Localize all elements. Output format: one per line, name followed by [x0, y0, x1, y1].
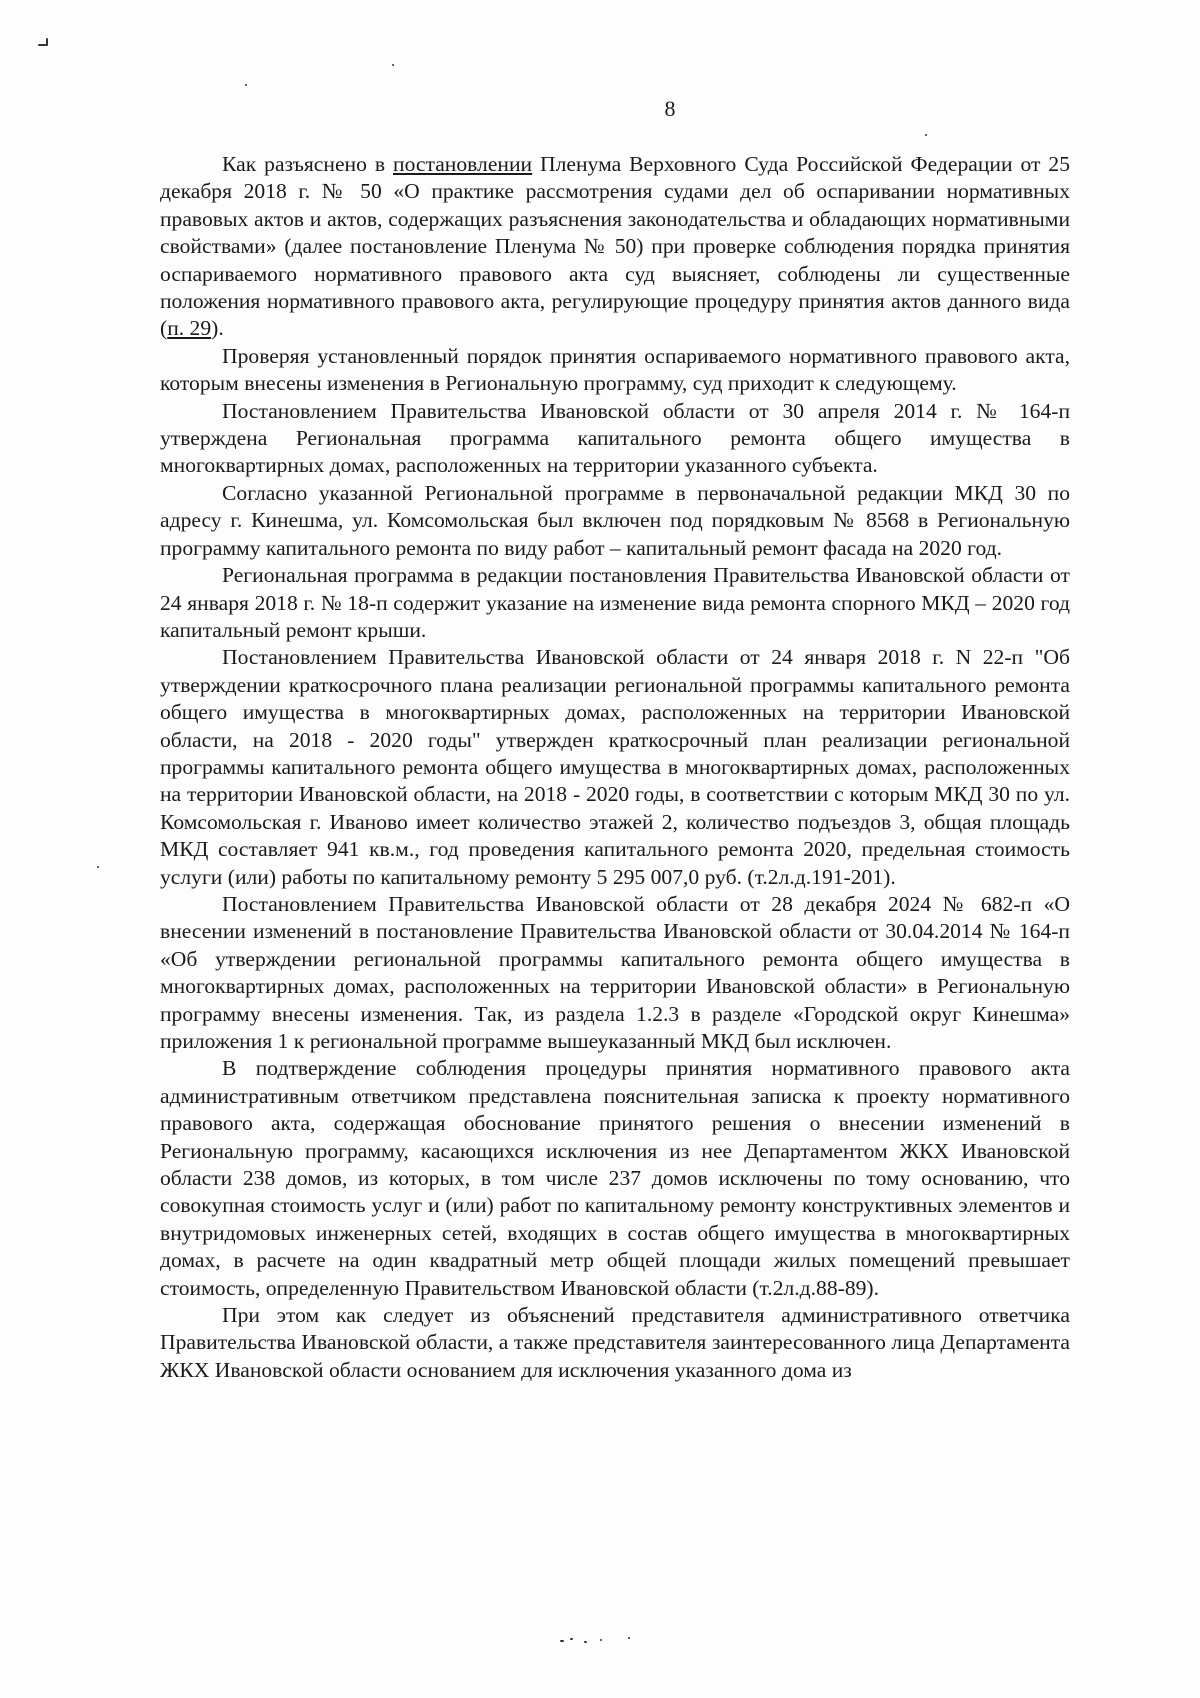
paragraph: Постановлением Правительства Ивановской области от 30 апреля 2014 г. № 164-п утверждена Региональная программа капитального ремонта общего имущества в многоквартирных домах, расположенных на территории указанного субъекта.: [160, 398, 1070, 478]
scan-artifact: [600, 1639, 602, 1641]
paragraph: В подтверждение соблюдения процедуры принятия нормативного правового акта административным ответчиком представлена пояснительная записка к проекту нормативного правового акта, содержащая обоснование принятого решения о внесении изменений в Региональную программу, касающихся исключения из нее Департаментом ЖКХ Ивановской области 238 домов, из которых, в том числе 237 домов исключены по тому основанию, что совокупная стоимость услуг и (или) работ по капитальному ремонту конструктивных элементов и внутридомовых инженерных сетей, входящих в состав общего имущества в многоквартирных домах, в расчете на один квадратный метр общей площади жилых помещений превышает стоимость, определенную Правительством Ивановской области (т.2л.д.88-89).: [160, 1056, 1070, 1300]
scan-artifact: [628, 1637, 630, 1639]
scan-artifact: [245, 84, 247, 86]
scan-artifact: [97, 866, 99, 868]
scan-artifact: [46, 38, 48, 46]
paragraph-text: Как разъяснено в: [222, 152, 394, 176]
scan-artifact: [570, 1638, 573, 1640]
reference-link[interactable]: постановлении: [393, 152, 533, 176]
paragraph: Согласно указанной Региональной программе в первоначальной редакции МКД 30 по адресу г. Кинешма, ул. Комсомольская был включен под порядковым № 8568 в Региональную программу капитального ремонта по виду работ – капитальный ремонт фасада на 2020 год.: [160, 480, 1070, 560]
paragraph-text: Пленума Верховного Суда Российской Федерации от 25 декабря 2018 г. № 50 «О практике рассмотрения судами дел об оспаривании нормативных правовых актов и актов, содержащих разъяснения законодательства и обладающих нормативными свойствами» (далее постановление Пленума № 50) при проверке соблюдения порядка принятия оспариваемого нормативного правового акта суд выясняет, соблюдены ли существенные положения нормативного правового акта, регулирующие процедуру принятия актов данного вида (: [160, 152, 1070, 341]
paragraph: Постановлением Правительства Ивановской области от 24 января 2018 г. N 22-п "Об утверждении краткосрочного плана реализации региональной программы капитального ремонта общего имущества в многоквартирных домах, расположенных на территории Ивановской области, на 2018 - 2020 годы" утвержден краткосрочный план реализации региональной программы капитального ремонта общего имущества в многоквартирных домах, расположенных на территории Ивановской области, на 2018 - 2020 годы, в соответствии с которым МКД 30 по ул. Комсомольская г. Иваново имеет количество этажей 2, количество подъездов 3, общая площадь МКД составляет 941 кв.м., год проведения капитального ремонта 2020, предельная стоимость услуги (или) работы по капитальному ремонту 5 295 007,0 руб. (т.2л.д.191-201).: [160, 645, 1070, 889]
reference-link[interactable]: п. 29: [167, 316, 212, 341]
document-body: [160, 151, 1070, 1384]
scan-artifact: [560, 1640, 564, 1642]
paragraph-text: ).: [211, 316, 224, 341]
paragraph: Проверяя установленный порядок принятия оспариваемого нормативного правового акта, которым внесены изменения в Региональную программу, суд приходит к следующему.: [160, 343, 1070, 396]
scan-artifact: [925, 134, 927, 136]
scan-artifact: [584, 1641, 587, 1643]
paragraph: [160, 151, 1070, 343]
paragraph: Постановлением Правительства Ивановской области от 28 декабря 2024 № 682-п «О внесении изменений в постановление Правительства Ивановской области от 30.04.2014 № 164-п «Об утверждении региональной программы капитального ремонта общего имущества в многоквартирных домах, расположенных на территории Ивановской области» в Региональную программу внесены изменения. Так, из раздела 1.2.3 в разделе «Городской округ Кинешма» приложения 1 к региональной программе вышеуказанный МКД был исключен.: [160, 891, 1070, 1053]
scan-artifact: [392, 64, 394, 66]
paragraph: Региональная программа в редакции постановления Правительства Ивановской области от 24 января 2018 г. № 18-п содержит указание на изменение вида ремонта спорного МКД – 2020 год капитальный ремонт крыши.: [160, 563, 1070, 642]
paragraph: При этом как следует из объяснений представителя административного ответчика Правительства Ивановской области, а также представителя заинтересованного лица Департамента ЖКХ Ивановской области основанием для исключения указанного дома из: [160, 1303, 1070, 1382]
page-number: 8: [664, 96, 676, 121]
